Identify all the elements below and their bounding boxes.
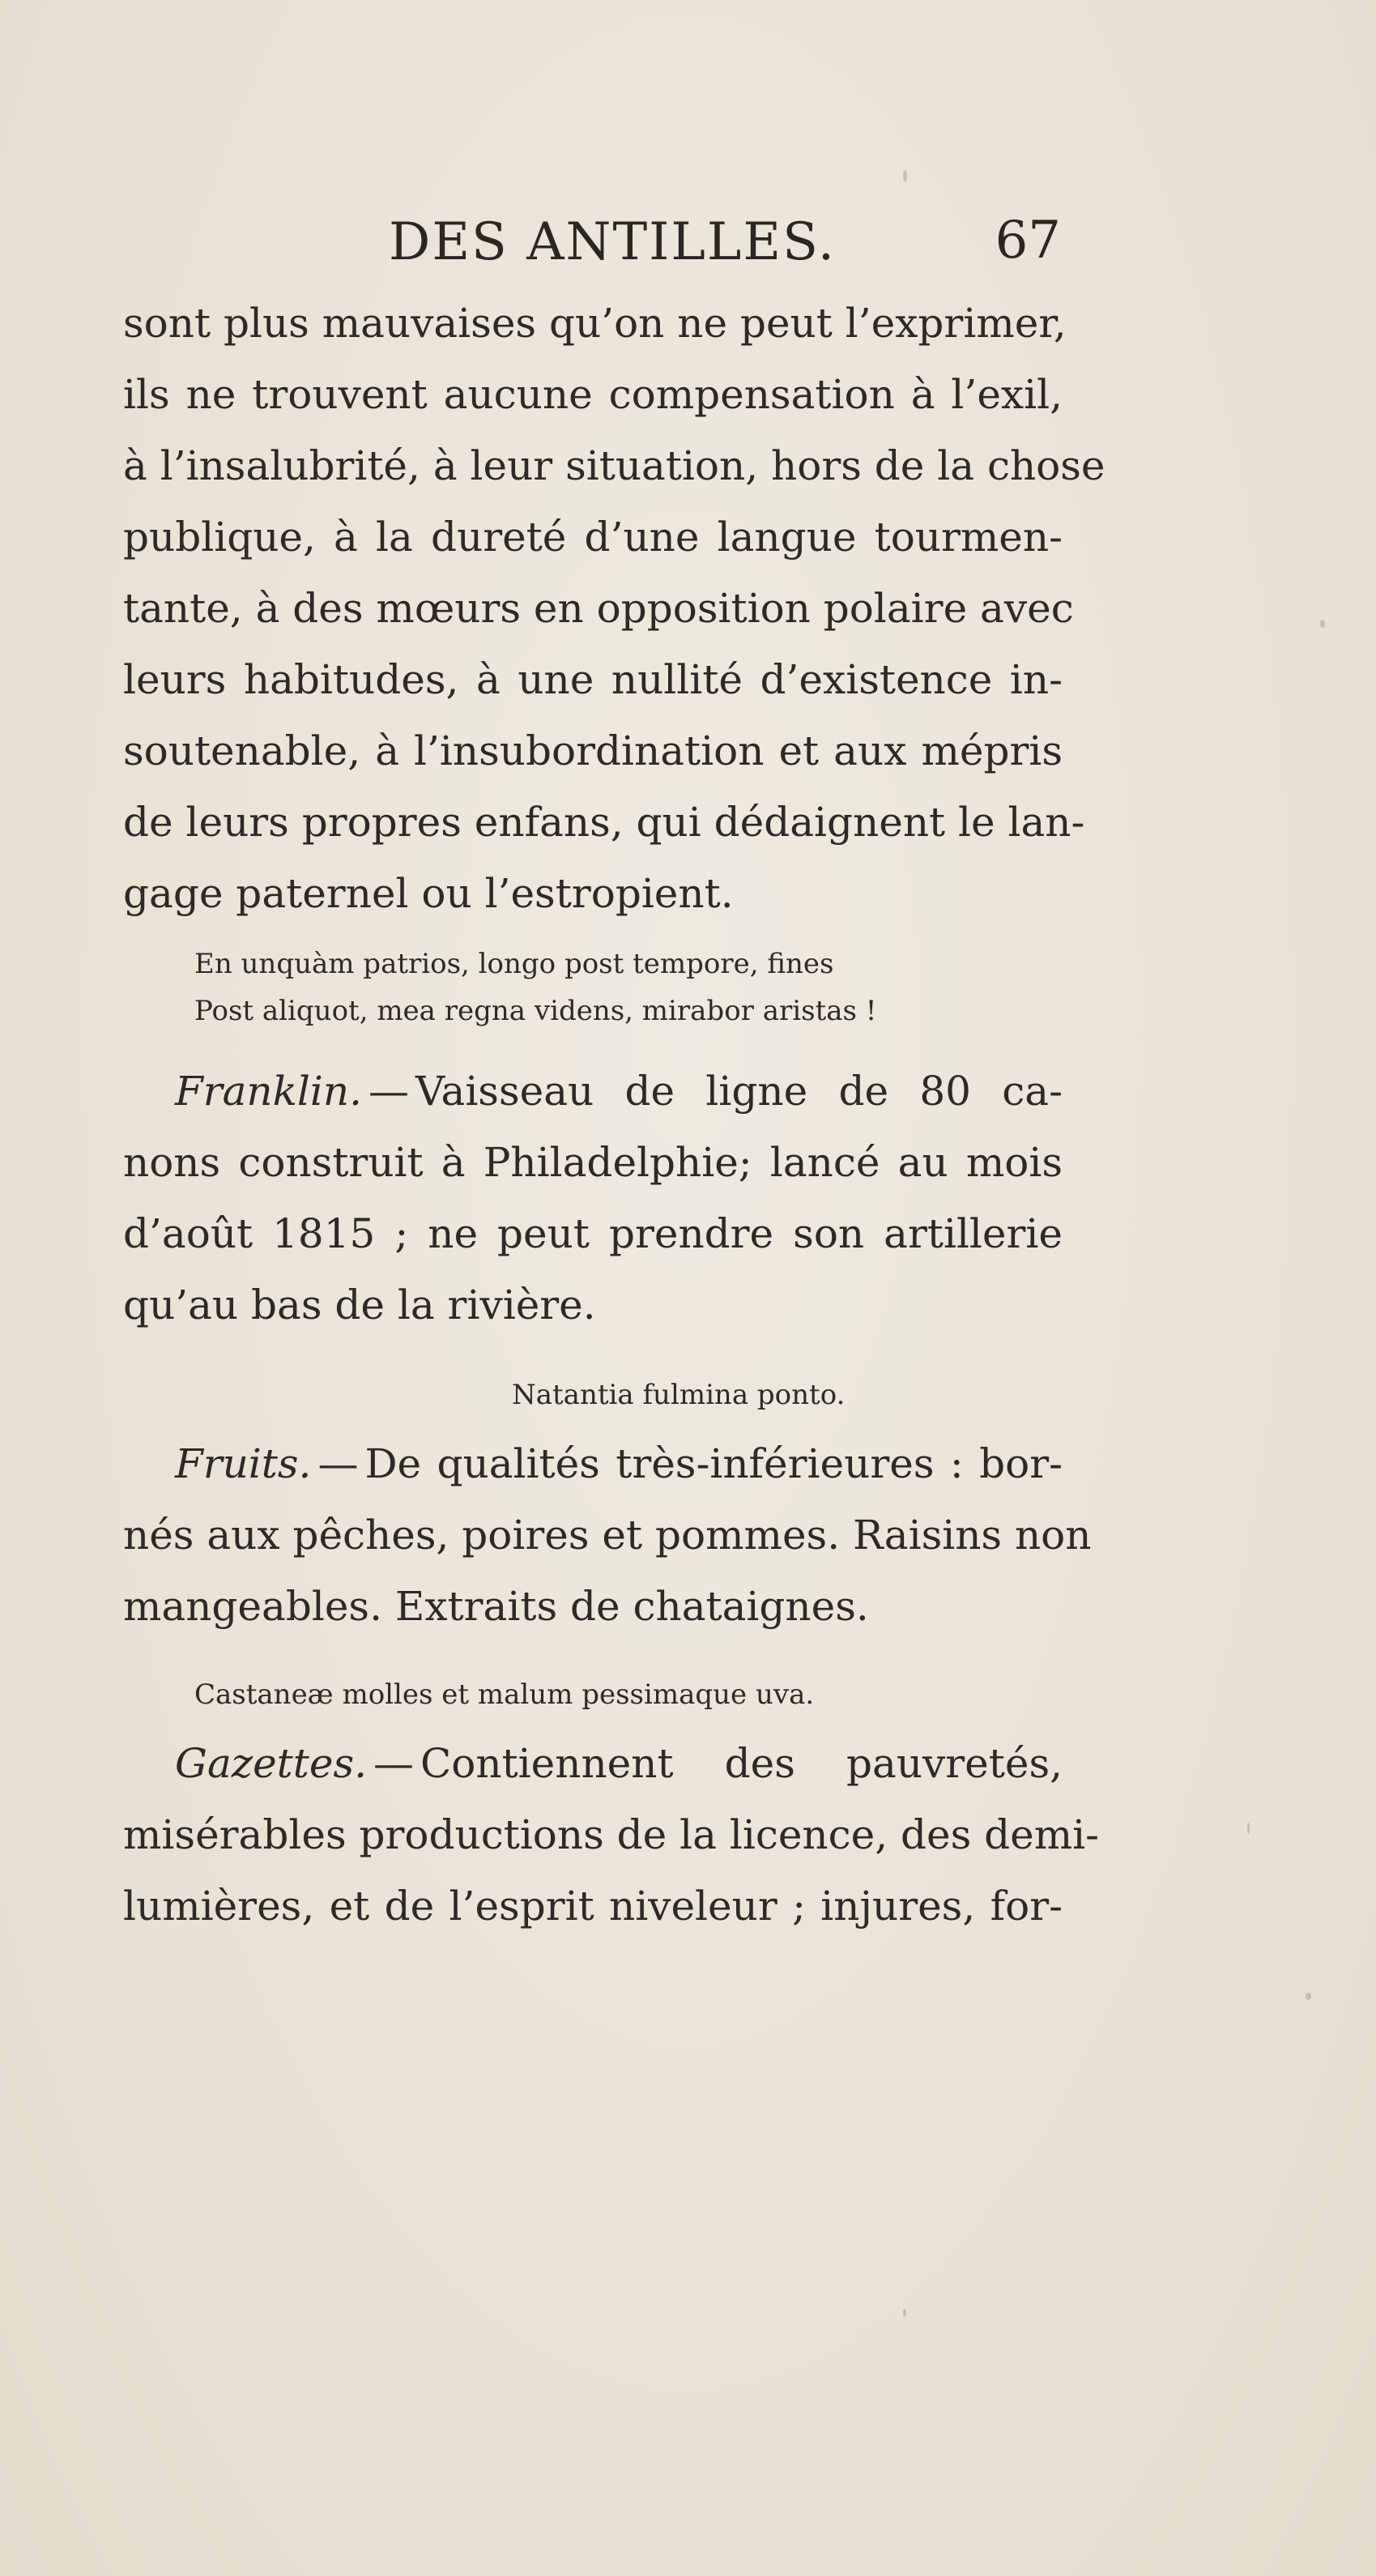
text-line: mangeables. Extraits de chataignes. bbox=[123, 1583, 869, 1630]
paragraph-continuation bbox=[123, 288, 1105, 929]
paper-speck bbox=[1247, 1823, 1250, 1834]
entry-text: De qualités très-inférieures : bor- bbox=[364, 1440, 1063, 1487]
text-line: publique, à la dureté d’une langue tourmen- bbox=[123, 514, 1063, 561]
paper-speck bbox=[1320, 620, 1325, 628]
paper-speck bbox=[903, 2309, 906, 2317]
entry-text: Contiennent des pauvretés, bbox=[420, 1740, 1063, 1787]
entry-term: Fruits. bbox=[175, 1440, 312, 1487]
text-line: nés aux pêches, poires et pommes. Raisins non bbox=[123, 1512, 1092, 1559]
latin-quotation bbox=[123, 1671, 1063, 1728]
page-number: 67 bbox=[995, 211, 1061, 271]
quote-line: En unquàm patrios, longo post tempore, fines bbox=[194, 948, 834, 980]
paper-speck bbox=[903, 170, 907, 181]
entry-first-line bbox=[123, 1056, 1063, 1127]
text-line: lumières, et de l’esprit niveleur ; injures, for- bbox=[123, 1883, 1063, 1930]
latin-quotation bbox=[123, 940, 1063, 1034]
entry-franklin bbox=[123, 1056, 1063, 1341]
quote-line: Castaneæ molles et malum pessimaque uva. bbox=[194, 1678, 815, 1711]
entry-term: Franklin. bbox=[175, 1068, 362, 1115]
running-header bbox=[389, 212, 1061, 277]
text-line: gage paternel ou l’estropient. bbox=[123, 870, 734, 917]
text-line: nons construit à Philadelphie; lancé au mois bbox=[123, 1139, 1063, 1186]
quote-line: Post aliquot, mea regna videns, mirabor aristas ! bbox=[194, 995, 877, 1027]
entry-fruits bbox=[123, 1428, 1092, 1642]
entry-first-line bbox=[123, 1428, 1063, 1499]
latin-quotation bbox=[123, 1371, 1063, 1428]
running-title: DES ANTILLES. bbox=[389, 212, 837, 272]
entry-first-line bbox=[123, 1728, 1063, 1799]
text-line: d’août 1815 ; ne peut prendre son artillerie bbox=[123, 1210, 1063, 1257]
entry-term: Gazettes. bbox=[175, 1740, 368, 1787]
em-dash: — bbox=[368, 1068, 409, 1115]
entry-text: Vaisseau de ligne de 80 ca- bbox=[415, 1068, 1063, 1115]
quote-line: Natantia fulmina ponto. bbox=[512, 1379, 846, 1411]
em-dash: — bbox=[317, 1440, 359, 1487]
text-line: misérables productions de la licence, des demi- bbox=[123, 1811, 1100, 1858]
text-line: qu’au bas de la rivière. bbox=[123, 1282, 596, 1329]
entry-gazettes bbox=[123, 1728, 1100, 1942]
text-line: à l’insalubrité, à leur situation, hors de la chose bbox=[123, 442, 1105, 489]
paper-speck bbox=[1306, 1993, 1311, 2000]
text-line: soutenable, à l’insubordination et aux mépris bbox=[123, 727, 1063, 774]
text-line: ils ne trouvent aucune compensation à l’exil, bbox=[123, 371, 1063, 418]
em-dash: — bbox=[373, 1740, 415, 1787]
text-line: tante, à des mœurs en opposition polaire avec bbox=[123, 585, 1074, 632]
text-line: sont plus mauvaises qu’on ne peut l’exprimer, bbox=[123, 300, 1067, 347]
text-line: de leurs propres enfans, qui dédaignent le lan- bbox=[123, 799, 1085, 846]
text-line: leurs habitudes, à une nullité d’existence in- bbox=[123, 656, 1063, 703]
body-text bbox=[123, 288, 1105, 1942]
